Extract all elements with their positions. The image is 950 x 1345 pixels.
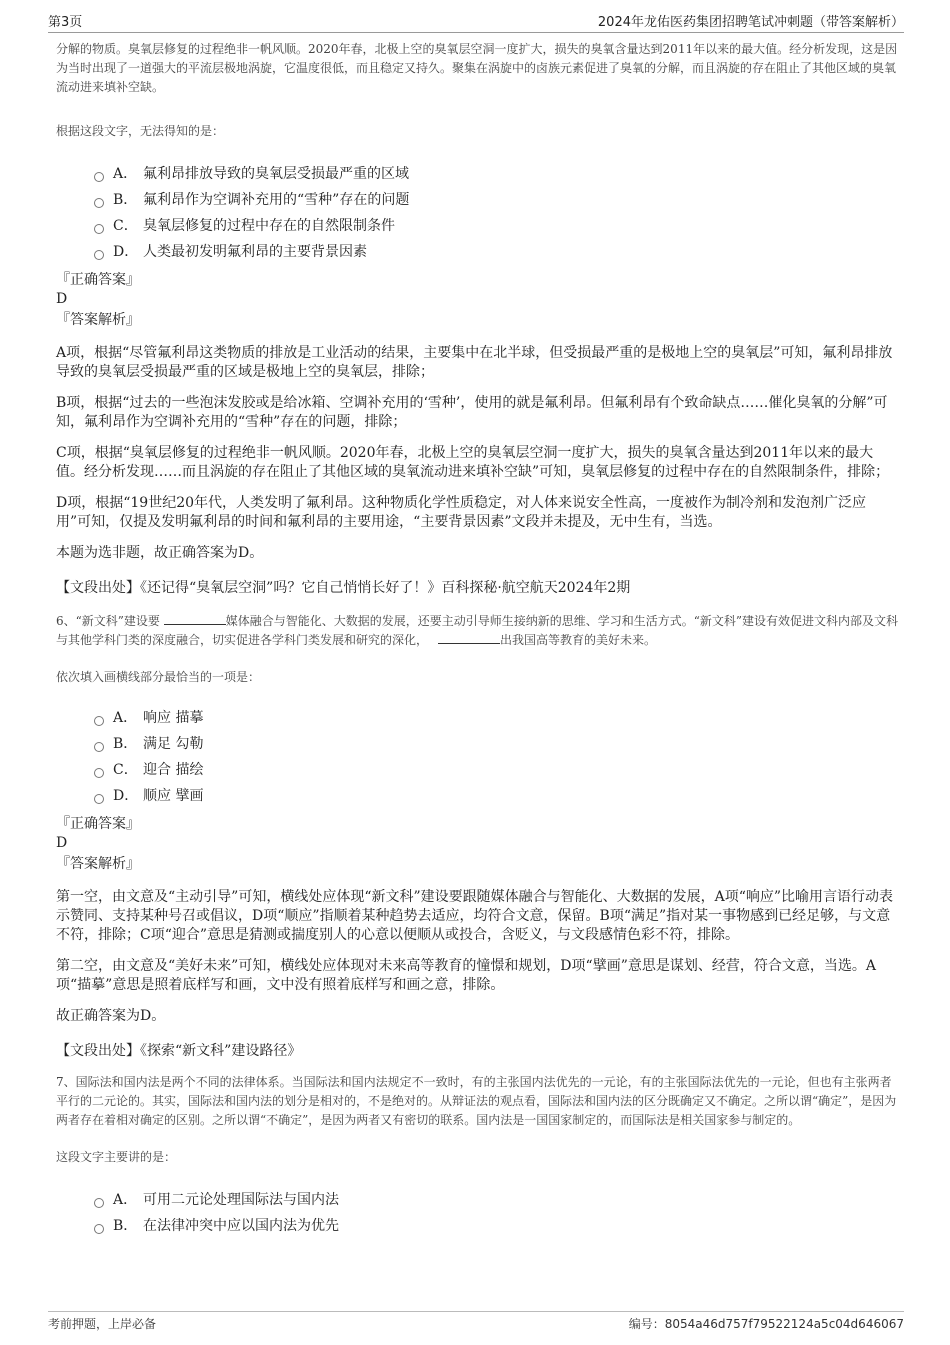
footer-slogan: 考前押题，上岸必备: [48, 1317, 157, 1331]
q5-passage: 分解的物质。臭氧层修复的过程绝非一帆风顺。2020年春，北极上空的臭氧层空洞一度扩大，损失的臭氧含量达到2011年以来的最大值。经分析发现，这是因为当时出现了一道强大的平流层极地涡旋，它温度很低，而且稳定又持久。聚集在涡旋中的卤族元素促进了臭氧的分解，而且涡旋的存在阻止了其他区域的臭氧流动进来填补空缺。: [56, 42, 898, 94]
q5-analysis-d: D项，根据“19世纪20年代，人类发明了氟利昂。这种物质化学性质稳定，对人体来说安全性高，一度被作为制冷剂和发泡剂广泛应用”可知，仅提及发明氟利昂的时间和氟利昂的主要用途，“主要背景因素”文段并未提及，无中生有，当选。: [56, 495, 867, 530]
q5-option-d[interactable]: D． 人类最初发明氟利昂的主要背景因素: [94, 239, 898, 265]
blank-line: [164, 612, 226, 625]
q5-analysis-b: B项，根据“过去的一些泡沫发胶或是给冰箱、空调补充用的‘雪种’，使用的就是氟利昂。但氟利昂有个致命缺点……催化臭氧的分解”可知，氟利昂作为空调补充用的“雪种”存在的问题，排除；: [56, 395, 888, 430]
q5-answer: D: [56, 291, 68, 307]
page-footer: [48, 1311, 904, 1331]
blank-line: [438, 631, 500, 644]
q6-prompt: 依次填入画横线部分最恰当的一项是：: [56, 670, 261, 684]
radio-icon[interactable]: [94, 172, 104, 182]
q6-stem: 6、“新文科”建设要 媒体融合与智能化、大数据的发展，还要主动引导师生接纳新的思维、学习和生活方式。“新文科”建设有效促进文科内部及文科与其他学科门类的深度融合，切实促进各学科门类发展和研究的深化， 出我国高等教育的美好未来。: [56, 614, 899, 647]
q7-options: [94, 1187, 898, 1239]
q6-analysis-1: 第一空，由文意及“主动引导”可知，横线处应体现“新文科”建设要跟随媒体融合与智能化、大数据的发展，A项“响应”比喻用言语行动表示赞同、支持某种号召或倡议，D项“顺应”指顺着某种趋势去适应，均符合文意，保留。B项“满足”指对某一事物感到已经足够，与文意不符，排除；C项“迎合”意思是猜测或揣度别人的心意以便顺从或投合，含贬义，与文段感情色彩不符，排除。: [56, 889, 894, 943]
q6-option-b[interactable]: B． 满足 勾勒: [94, 731, 898, 757]
q5-answer-label: 『正确答案』: [56, 272, 140, 288]
page-content: [56, 40, 898, 1239]
document-title: 2024年龙佑医药集团招聘笔试冲刺题（带答案解析）: [597, 15, 904, 30]
q7-option-a[interactable]: A． 可用二元论处理国际法与国内法: [94, 1187, 898, 1213]
q6-conclusion: 故正确答案为D。: [56, 1008, 166, 1024]
q6-option-d[interactable]: D． 顺应 擘画: [94, 783, 898, 809]
page-header: [48, 0, 904, 33]
q7-option-b[interactable]: B． 在法律冲突中应以国内法为优先: [94, 1213, 898, 1239]
radio-icon[interactable]: [94, 1198, 104, 1208]
radio-icon[interactable]: [94, 768, 104, 778]
document-id: 编号：8054a46d757f79522124a5c04d646067: [628, 1317, 904, 1331]
q6-analysis-2: 第二空，由文意及“美好未来”可知，横线处应体现对未来高等教育的憧憬和规划，D项“擘画”意思是谋划、经营，符合文意，当选。A项“描摹”意思是照着底样写和画，文中没有照着底样写和画之意，排除。: [56, 958, 876, 993]
q5-conclusion: 本题为选非题，故正确答案为D。: [56, 545, 264, 561]
radio-icon[interactable]: [94, 716, 104, 726]
radio-icon[interactable]: [94, 742, 104, 752]
q5-option-c[interactable]: C． 臭氧层修复的过程中存在的自然限制条件: [94, 213, 898, 239]
page-number: 第3页: [48, 15, 83, 30]
q6-analysis-label: 『答案解析』: [56, 856, 140, 872]
q5-prompt: 根据这段文字，无法得知的是：: [56, 124, 225, 138]
radio-icon[interactable]: [94, 1224, 104, 1234]
q5-source: 【文段出处】《还记得“臭氧层空洞”吗？它自己悄悄长好了！》百科探秘·航空航天2024年2期: [56, 580, 631, 596]
q5-analysis-a: A项，根据“尽管氟利昂这类物质的排放是工业活动的结果，主要集中在北半球，但受损最严重的是极地上空的臭氧层”可知，氟利昂排放导致的臭氧层受损最严重的区域是极地上空的臭氧层，排除；: [56, 345, 893, 380]
q7-stem: 7、国际法和国内法是两个不同的法律体系。当国际法和国内法规定不一致时，有的主张国内法优先的一元论，有的主张国际法优先的一元论，但也有主张两者平行的二元论的。其实，国际法和国内法的划分是相对的，不是绝对的。从辩证法的观点看，国际法和国内法的区分既确定又不确定。之所以谓“确定”，是因为两者存在着相对确定的区别。之所以谓“不确定”，是因为两者又有密切的联系。国内法是一国国家制定的，而国际法是相关国家参与制定的。: [56, 1075, 897, 1127]
q7-prompt: 这段文字主要讲的是：: [56, 1150, 177, 1164]
q5-analysis-label: 『答案解析』: [56, 312, 140, 328]
radio-icon[interactable]: [94, 198, 104, 208]
radio-icon[interactable]: [94, 794, 104, 804]
q6-answer: D: [56, 835, 68, 851]
q6-option-a[interactable]: A． 响应 描摹: [94, 705, 898, 731]
radio-icon[interactable]: [94, 224, 104, 234]
q5-options: [94, 161, 898, 265]
radio-icon[interactable]: [94, 250, 104, 260]
q5-option-b[interactable]: B． 氟利昂作为空调补充用的“雪种”存在的问题: [94, 187, 898, 213]
q6-option-c[interactable]: C． 迎合 描绘: [94, 757, 898, 783]
q6-options: [94, 705, 898, 809]
q6-source: 【文段出处】《探索“新文科”建设路径》: [56, 1043, 302, 1059]
q5-analysis-c: C项，根据“臭氧层修复的过程绝非一帆风顺。2020年春，北极上空的臭氧层空洞一度扩大，损失的臭氧含量达到2011年以来的最大值。经分析发现……而且涡旋的存在阻止了其他区域的臭氧流动进来填补空缺”可知，臭氧层修复的过程中存在的自然限制条件，排除；: [56, 445, 890, 480]
q5-option-a[interactable]: A． 氟利昂排放导致的臭氧层受损最严重的区域: [94, 161, 898, 187]
q6-answer-label: 『正确答案』: [56, 816, 140, 832]
